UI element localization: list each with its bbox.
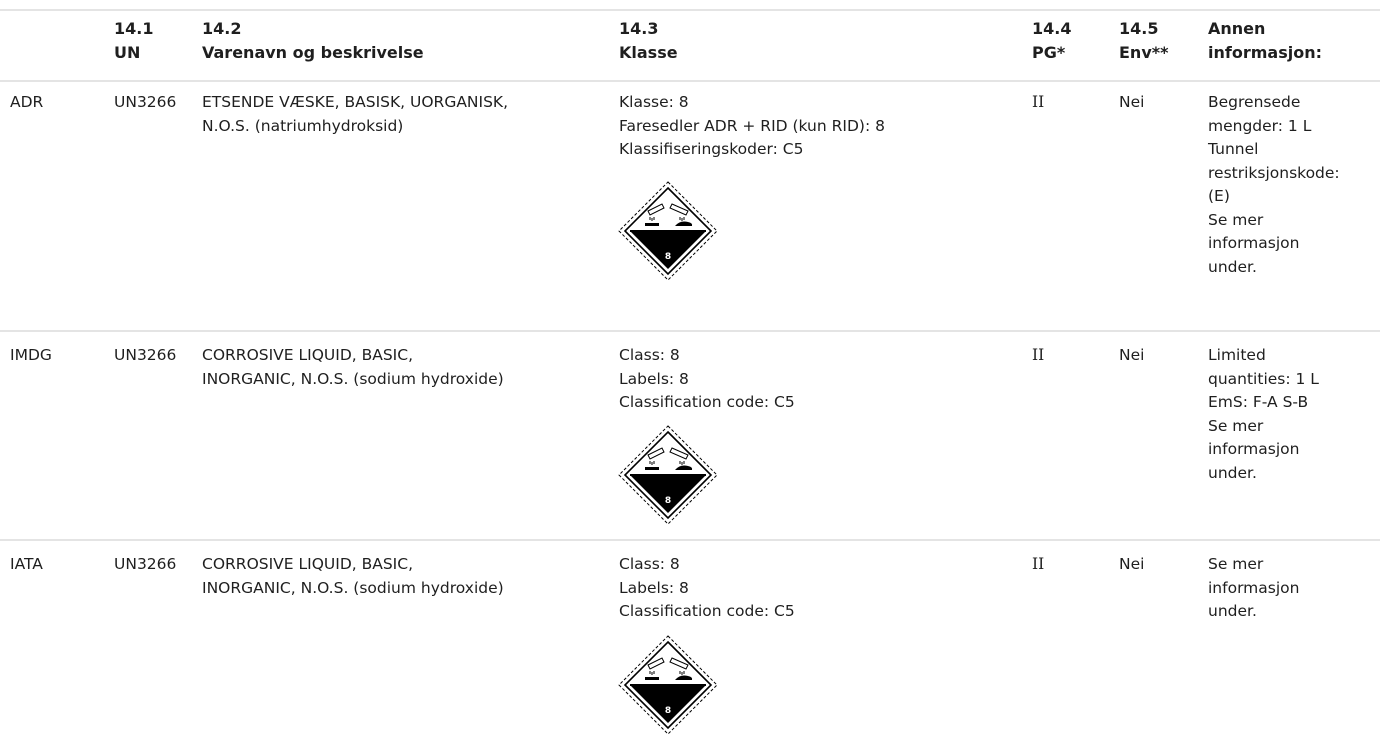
header-pg: 14.4 PG* [1032, 19, 1072, 62]
corrosive-class-8-icon [618, 425, 718, 525]
row-name: ETSENDE VÆSKE, BASISK, UORGANISK, N.O.S. (natriumhydroksid) [202, 93, 509, 135]
row-name: CORROSIVE LIQUID, BASIC, INORGANIC, N.O.S. (sodium hydroxide) [202, 346, 504, 388]
row-mode: ADR [10, 93, 44, 111]
row-rule [0, 330, 1380, 332]
row-mode: IMDG [10, 346, 52, 364]
row-un: UN3266 [114, 93, 177, 111]
row-class: Class: 8 Labels: 8 Classification code: C5 [619, 555, 795, 620]
row-un: UN3266 [114, 346, 177, 364]
row-env: Nei [1119, 346, 1145, 364]
row-pg: II [1032, 93, 1045, 111]
row-un: UN3266 [114, 555, 177, 573]
row-other: Se mer informasjon under. [1208, 555, 1300, 620]
row-name: CORROSIVE LIQUID, BASIC, INORGANIC, N.O.S. (sodium hydroxide) [202, 555, 504, 597]
header-other: Annen informasjon: [1208, 19, 1322, 62]
row-mode: IATA [10, 555, 43, 573]
row-env: Nei [1119, 555, 1145, 573]
row-rule [0, 539, 1380, 541]
svg-text:8: 8 [664, 252, 672, 262]
row-env: Nei [1119, 93, 1145, 111]
row-pg: II [1032, 346, 1045, 364]
row-other: Begrensede mengder: 1 L Tunnel restriksjonskode: (E) Se mer informasjon under. [1208, 93, 1340, 276]
row-class: Class: 8 Labels: 8 Classification code: C5 [619, 346, 795, 411]
table-top-rule [0, 9, 1380, 11]
header-un: 14.1 UN [114, 19, 154, 62]
corrosive-class-8-icon [618, 181, 718, 281]
header-class: 14.3 Klasse [619, 19, 678, 62]
row-other: Limited quantities: 1 L EmS: F-A S-B Se mer informasjon under. [1208, 346, 1319, 482]
row-class: Klasse: 8 Faresedler ADR + RID (kun RID): 8 Klassifiseringskoder: C5 [619, 93, 885, 158]
svg-text:8: 8 [664, 706, 672, 716]
row-pg: II [1032, 555, 1045, 573]
svg-text:8: 8 [664, 496, 672, 506]
header-env: 14.5 Env** [1119, 19, 1169, 62]
header-name: 14.2 Varenavn og beskrivelse [202, 19, 424, 62]
header-rule [0, 80, 1380, 82]
corrosive-class-8-icon [618, 635, 718, 735]
